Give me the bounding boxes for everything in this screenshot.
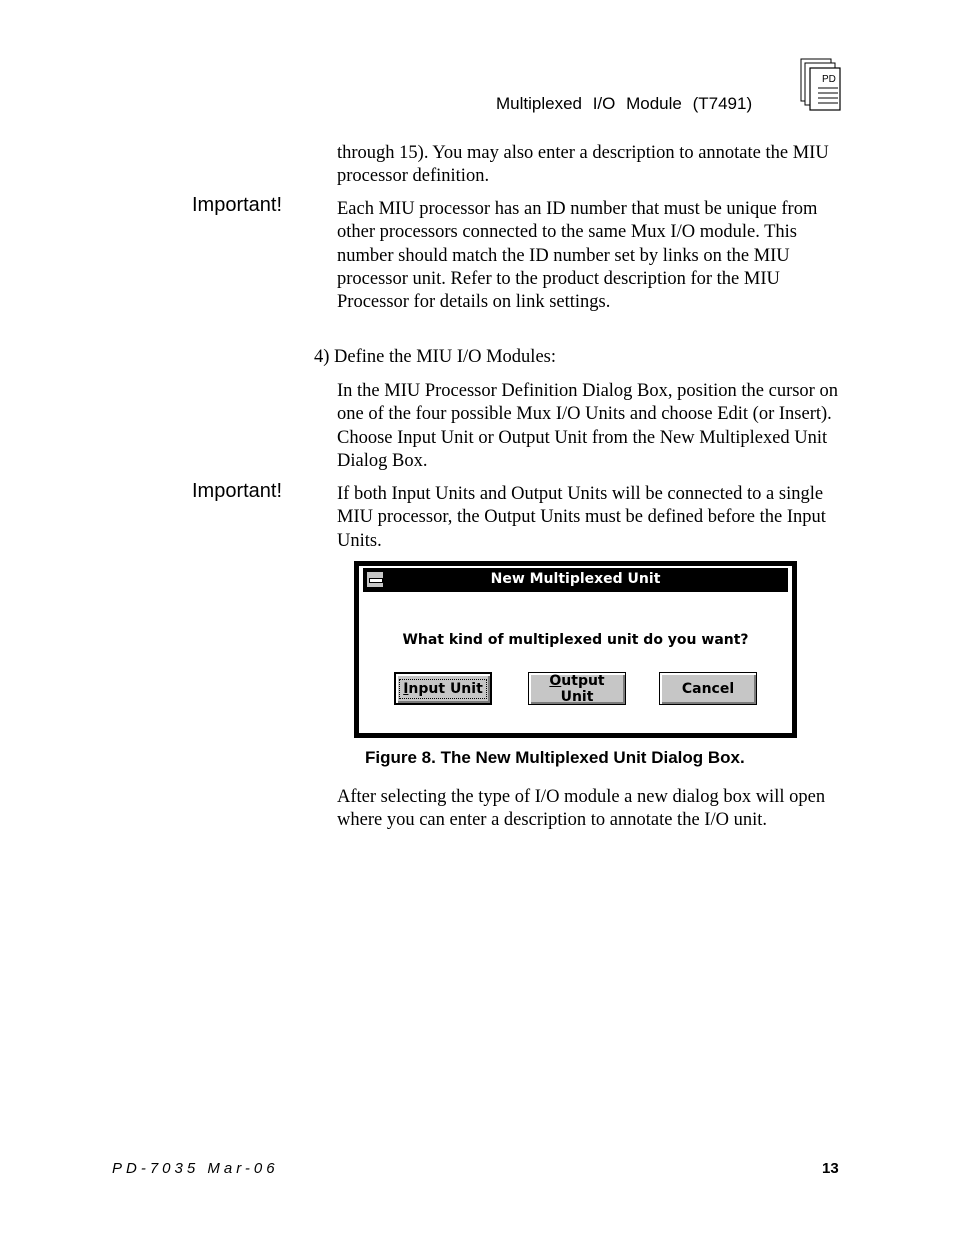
paragraph-choose-unit: In the MIU Processor Definition Dialog Box, position the cursor on one of the four possible Mux I/O Units and choose Edit (or Insert). Choose Input Unit or Output Unit from the New Multiplexed Unit Dialog Box. [337,381,838,471]
dialog-question: What kind of multiplexed unit do you want? [402,632,749,648]
paragraph-after-selecting: After selecting the type of I/O module a new dialog box will open where you can enter a description to annotate the I/O unit. [337,787,826,831]
important-note-label: Important! [192,480,283,502]
footer-page-number: 13 [822,1160,839,1177]
pd-icon-label: PD [822,74,836,85]
running-header-title: Multiplexed I/O Module (T7491) [496,94,753,113]
paragraph-unique-id-note: Each MIU processor has an ID number that must be unique from other processors connected to the same Mux I/O module. This number should match the ID number set by links on the MIU processor unit. Refer to the product description for the MIU Processor for details on link settings. [337,199,818,313]
footer-doc-id: PD-7035 Mar-06 [112,1160,279,1177]
step-define-io-modules: 4) Define the MIU I/O Modules: [314,347,556,367]
new-multiplexed-unit-dialog [354,561,797,738]
paragraph-output-before-input: If both Input Units and Output Units will be connected to a single MIU processor, the Output Units must be defined before the Input Units. [337,484,826,551]
pd-document-icon [800,58,842,112]
cancel-button[interactable]: Cancel [659,672,757,705]
input-unit-button[interactable]: Input Unit [394,672,492,705]
output-unit-button[interactable]: Output Unit [528,672,626,705]
dialog-title: New Multiplexed Unit [490,571,661,587]
figure-caption: Figure 8. The New Multiplexed Unit Dialog Box. [365,748,745,767]
important-note-label: Important! [192,194,283,216]
paragraph-processor-id-range: through 15). You may also enter a description to annotate the MIU processor definition. [337,143,829,187]
dialog-title-bar [363,568,788,592]
